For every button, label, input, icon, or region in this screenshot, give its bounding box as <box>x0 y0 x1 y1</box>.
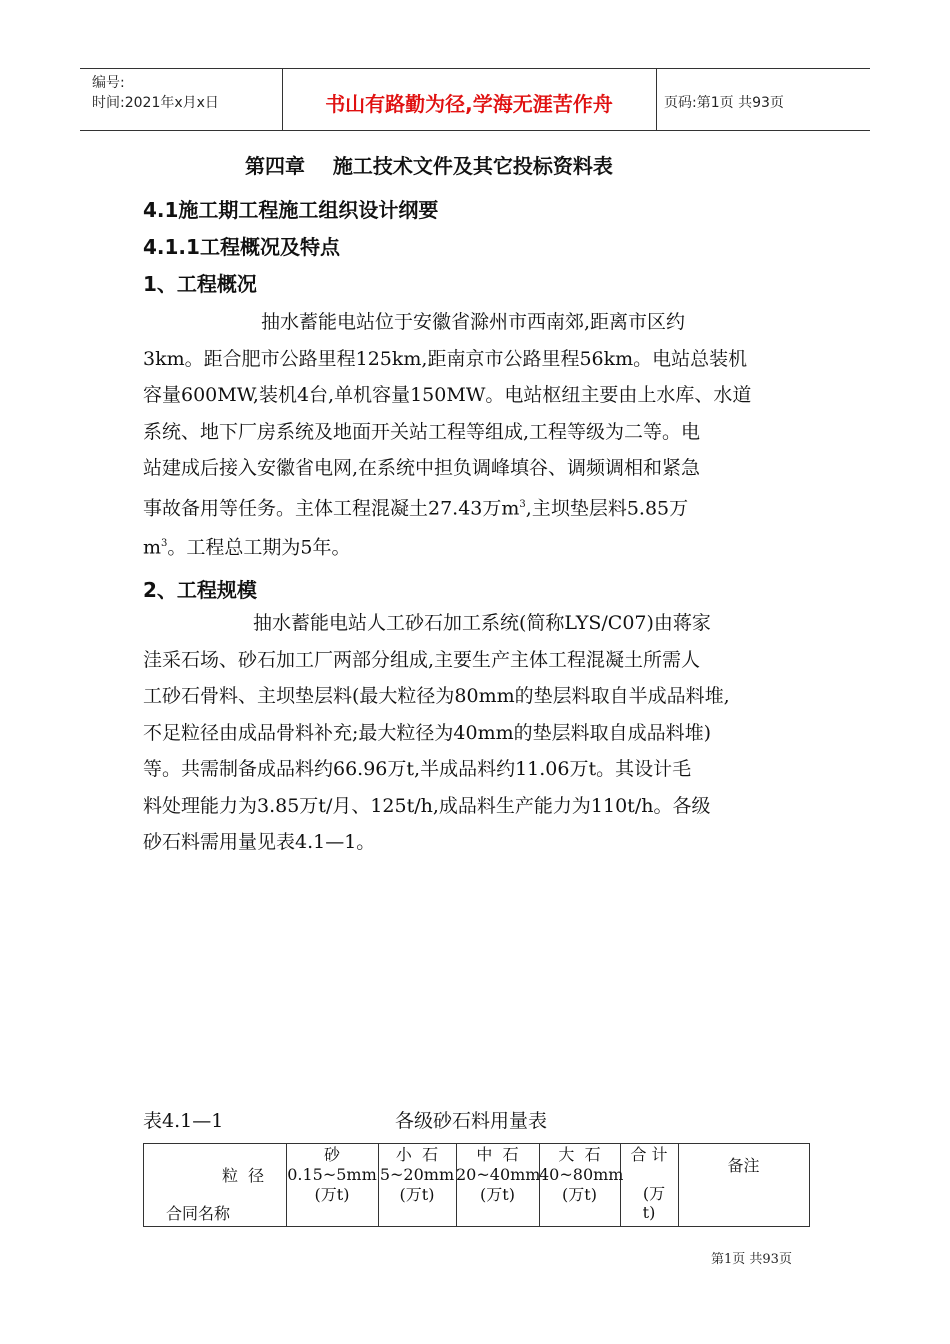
scale-line: 料处理能力为3.85万t/月、125t/h,成品料生产能力为110t/h。各级 <box>143 794 711 817</box>
subsection-title: 4.1.1工程概况及特点 <box>143 235 340 259</box>
overview-line6b-text: ,主坝垫层料5.85万 <box>525 496 689 519</box>
table-header-total: 合 计 <box>630 1145 668 1164</box>
table-corner-bottom: 合同名称 <box>166 1204 231 1223</box>
section-title: 4.1施工期工程施工组织设计纲要 <box>143 198 439 222</box>
page-footer: 第1页 共93页 <box>711 1252 792 1267</box>
superscript-3: 3 <box>161 538 168 550</box>
header-line: 砂 <box>323 1145 340 1164</box>
scale-line: 洼采石场、砂石加工厂两部分组成,主要生产主体工程混凝土所需人 <box>143 648 701 671</box>
header-page-label: 页码:第1页 共93页 <box>664 95 784 111</box>
header-line: (万t) <box>314 1185 350 1204</box>
header-top-rule <box>80 68 870 69</box>
header-bottom-rule <box>80 130 870 131</box>
scale-paragraph <box>143 605 808 861</box>
header-line: (万t) <box>399 1185 435 1204</box>
overview-line: 抽水蓄能电站位于安徽省滁州市西南郊,距离市区约 <box>261 311 686 333</box>
scale-line: 抽水蓄能电站人工砂石加工系统(简称LYS/C07)由蒋家 <box>253 612 711 634</box>
heading-scale: 2、工程规模 <box>143 578 257 602</box>
table-header-remarks: 备注 <box>727 1156 760 1175</box>
scale-line: 砂石料需用量见表4.1—1。 <box>143 831 376 853</box>
header-motto: 书山有路勤为径,学海无涯苦作舟 <box>325 92 613 116</box>
header-line: 中 石 <box>476 1145 519 1164</box>
header-line: 大 石 <box>558 1145 601 1164</box>
header-time-label: 时间:2021年x月x日 <box>92 95 219 111</box>
table-header-sand <box>286 1145 378 1205</box>
heading-overview: 1、工程概况 <box>143 272 257 296</box>
header-line: 40~80mm <box>539 1165 624 1184</box>
unit-m: m <box>143 536 162 559</box>
table-caption: 各级砂石料用量表 <box>395 1110 548 1132</box>
overview-line: 系统、地下厂房系统及地面开关站工程等组成,工程等级为二等。电 <box>143 420 701 443</box>
overview-line <box>143 487 808 527</box>
table-header-small-stone <box>378 1145 456 1205</box>
overview-line: 3km。距合肥市公路里程125km,距南京市公路里程56km。电站总装机 <box>143 347 748 370</box>
table-header-large-stone <box>539 1145 624 1205</box>
header-line: (万t) <box>562 1185 597 1204</box>
header-number-label: 编号: <box>92 75 125 91</box>
header-line: 小 石 <box>395 1145 439 1164</box>
chapter-title: 第四章 施工技术文件及其它投标资料表 <box>245 154 613 178</box>
scale-line: 等。共需制备成品料约66.96万t,半成品料约11.06万t。其设计毛 <box>143 758 692 780</box>
table-header-medium-stone <box>456 1145 539 1205</box>
header-line: 0.15~5mm <box>287 1165 377 1184</box>
overview-line6-text: 事故备用等任务。主体工程混凝土27.43万m <box>143 496 520 519</box>
header-line: 20~40mm <box>456 1165 541 1184</box>
scale-line: 不足粒径由成品骨料补充;最大粒径为40mm的垫层料取自成品料堆) <box>143 721 712 744</box>
table-number: 表4.1—1 <box>143 1110 224 1132</box>
table-corner-top: 粒 径 <box>222 1166 265 1185</box>
superscript-3: 3 <box>519 498 526 510</box>
header-line: (万t) <box>480 1185 515 1204</box>
overview-line: 站建成后接入安徽省电网,在系统中担负调峰填谷、调频调相和紧急 <box>143 457 701 479</box>
header-divider-right <box>656 68 657 130</box>
overview-line <box>143 526 808 566</box>
aggregate-table <box>143 1143 810 1227</box>
overview-paragraph <box>143 304 808 566</box>
overview-line7b-text: 。工程总工期为5年。 <box>167 536 351 559</box>
scale-line: 工砂石骨料、主坝垫层料(最大粒径为80mm的垫层料取自半成品料堆, <box>143 685 730 707</box>
header-line: 5~20mm <box>379 1165 455 1184</box>
table-header-total-unit2: t) <box>642 1203 656 1222</box>
overview-line: 容量600MW,装机4台,单机容量150MW。电站枢纽主要由上水库、水道 <box>143 384 752 406</box>
table-header-total-unit: (万 <box>642 1184 666 1203</box>
